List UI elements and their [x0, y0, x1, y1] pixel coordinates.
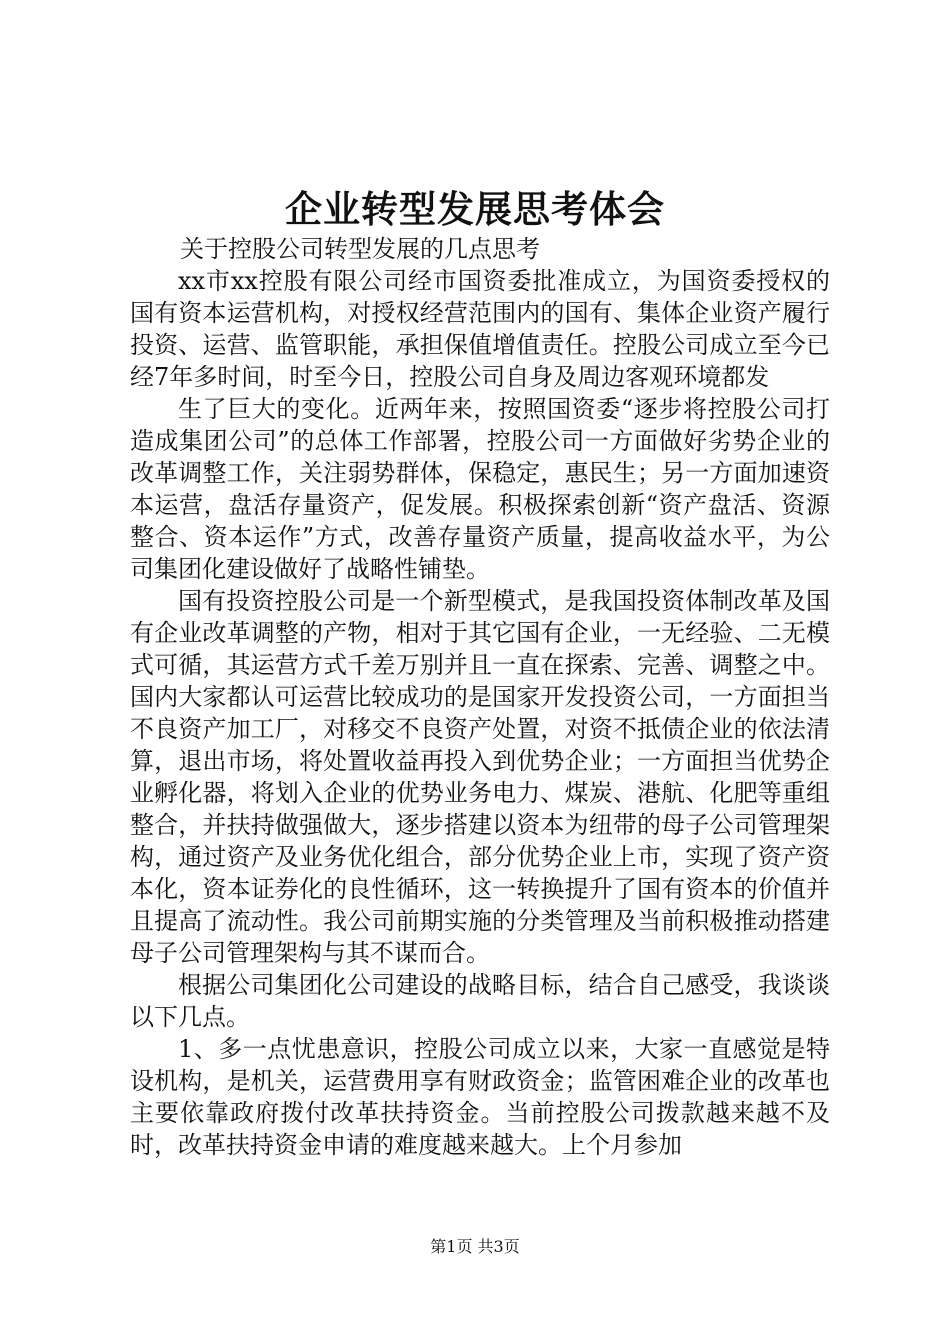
paragraph: 生了巨大的变化。近两年来，按照国资委“逐步将控股公司打造成集团公司”的总体工作部署，控股公司一方面做好劣势企业的改革调整工作，关注弱势群体，保稳定，惠民生；另一方面加速资本运营，盘活存量资产，促发展。积极探索创新“资产盘活、资源整合、资本运作”方式，改善存量资产质量，提高收益水平，为公司集团化建设做好了战略性铺垫。	[130, 395, 830, 583]
document-body	[130, 233, 830, 1161]
paragraph: 根据公司集团化公司建设的战略目标，结合自己感受，我谈谈以下几点。	[130, 971, 830, 1031]
page-number-footer: 第1页 共3页	[430, 1237, 520, 1256]
paragraph: 1、多一点忧患意识，控股公司成立以来，大家一直感觉是特设机构，是机关，运营费用享有财政资金；监管困难企业的改革也主要依靠政府拨付改革扶持资金。当前控股公司拨款越来越不及时，改革扶持资金申请的难度越来越大。上个月参加	[130, 1035, 830, 1159]
paragraph: 国有投资控股公司是一个新型模式，是我国投资体制改革及国有企业改革调整的产物，相对于其它国有企业，一无经验、二无模式可循，其运营方式千差万别并且一直在探索、完善、调整之中。国内大家都认可运营比较成功的是国家开发投资公司，一方面担当不良资产加工厂，对移交不良资产处置，对资不抵债企业的依法清算，退出市场，将处置收益再投入到优势企业；一方面担当优势企业孵化器，将划入企业的优势业务电力、煤炭、港航、化肥等重组整合，并扶持做强做大，逐步搭建以资本为纽带的母子公司管理架构，通过资产及业务优化组合，部分优势企业上市，实现了资产资本化，资本证券化的良性循环，这一转换提升了国有资本的价值并且提高了流动性。我公司前期实施的分类管理及当前积极推动搭建母子公司管理架构与其不谋而合。	[130, 587, 830, 967]
paragraph: xx市xx控股有限公司经市国资委批准成立，为国资委授权的国有资本运营机构，对授权经营范围内的国有、集体企业资产履行投资、运营、监管职能，承担保值增值责任。控股公司成立至今已经7年多时间，时至今日，控股公司自身及周边客观环境都发	[130, 267, 830, 391]
document-subtitle: 关于控股公司转型发展的几点思考	[180, 235, 540, 263]
document-title: 企业转型发展思考体会	[285, 187, 665, 231]
